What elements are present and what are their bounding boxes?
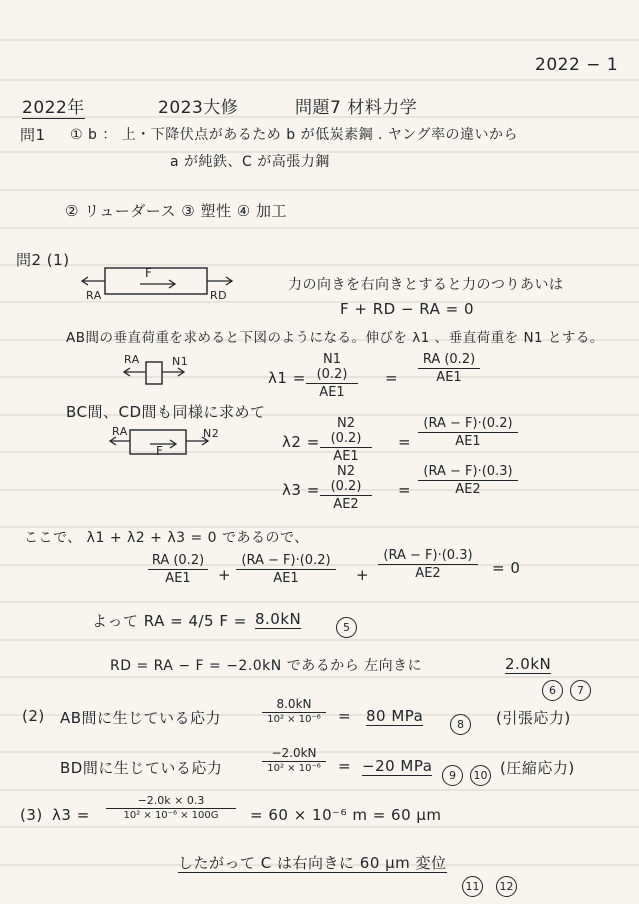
sum-fraction-3: $\frac{(RA - F)\cdot(0.3)}{AE2}$ <box>378 548 478 581</box>
rd-line: RD = RA − F = −2.0kN であるから 左向きに <box>110 658 423 674</box>
ab-note: AB間の垂直荷重を求めると下図のようになる。伸びを λ1 、垂直荷重を N1 とする。 <box>66 330 604 346</box>
bd-stress-value: −20 MPa <box>362 757 433 775</box>
q2-label: 問2 (1) <box>16 251 70 269</box>
q1-line3: ② リューダース ③ 塑性 ④ 加工 <box>65 202 287 220</box>
answer-number-12: 12 <box>496 876 517 897</box>
answer-number-9: 9 <box>442 765 463 786</box>
ab-stress-fraction: 8.0kN 10² × 10⁻⁶ <box>262 697 326 725</box>
q1-line1: ① b ： 上・下降伏点があるため b が低炭素鋼 . ヤング率の違いから <box>70 127 519 143</box>
eq3-fraction-1: $\frac{N2 (0.2)}{AE2}$ <box>320 464 372 512</box>
q1-label: 問1 <box>20 126 46 144</box>
exam-title: 2023大修 <box>158 98 239 118</box>
ab-stress-equals: = <box>338 707 352 725</box>
q2-3-fraction: $\frac{-2.0k \times 0.3}{\text{10² × 10⁻⁶ × 100G}}$ <box>106 794 236 821</box>
ra-line: よって RA = 4/5 F = <box>92 612 247 630</box>
displacement-conclusion: したがって C は右向きに 60 μm 変位 <box>178 854 447 872</box>
ab-stress-kind: (引張応力) <box>496 709 571 727</box>
bd-stress-kind: (圧縮応力) <box>500 759 575 777</box>
ab-stress-text: AB間に生じている応力 <box>60 709 222 727</box>
compatibility-note: ここで、 λ1 + λ2 + λ3 = 0 であるので、 <box>24 530 309 546</box>
sum-plus-2: + <box>356 566 370 584</box>
answer-number-6: 6 <box>542 680 563 701</box>
q2-3-lhs: λ3 = <box>52 806 90 824</box>
eq2-lhs: λ2 = <box>282 433 320 451</box>
answer-number-7: 7 <box>570 680 591 701</box>
eq2-fraction-2: $\frac{(RA - F)\cdot(0.2)}{AE1}$ <box>418 416 518 449</box>
fig2-n1-label: N1 <box>172 355 189 368</box>
year-title: 2022年 <box>22 93 85 119</box>
fig3-ra-label: RA <box>112 425 128 438</box>
sum-rhs: = 0 <box>492 559 521 577</box>
q2-3-result: = 60 × 10⁻⁶ m = 60 μm <box>250 806 442 824</box>
eq3-fraction-2: $\frac{(RA - F)\cdot(0.3)}{AE2}$ <box>418 464 518 497</box>
eq2-fraction-1: $\frac{N2 (0.2)}{AE1}$ <box>320 416 372 464</box>
answer-number-8: 8 <box>450 714 471 735</box>
ab-stress-value: 80 MPa <box>366 707 424 725</box>
balance-equation: F + RD − RA = 0 <box>340 300 475 318</box>
eq1-fraction-1: $\frac{N1 (0.2)}{AE1}$ <box>306 352 358 400</box>
q1-line2: a が純鉄、C が高張力鋼 <box>170 154 330 170</box>
eq3-lhs: λ3 = <box>282 481 320 499</box>
balance-note: 力の向きを右向きとすると力のつりあいは <box>288 277 564 293</box>
page-number: 2022 − 1 <box>535 55 619 75</box>
eq3-equals: = <box>398 481 412 499</box>
eq2-equals: = <box>398 433 412 451</box>
fig3-force-label: F <box>156 444 164 458</box>
bc-note: BC間、CD間も同様に求めて <box>66 403 266 421</box>
fig1-force-label: F <box>145 266 153 280</box>
answer-number-11: 11 <box>462 876 483 897</box>
bd-stress-equals: = <box>338 757 352 775</box>
fig2-ra-label: RA <box>124 353 140 366</box>
fig3-n2-label: N2 <box>203 427 220 440</box>
bd-stress-text: BD間に生じている応力 <box>60 759 223 777</box>
bd-stress-fraction: −2.0kN 10² × 10⁻⁶ <box>262 746 326 774</box>
q2-3-label: (3) <box>20 806 43 824</box>
eq1-fraction-2: $\frac{RA (0.2)}{AE1}$ <box>418 352 480 385</box>
ra-value: 8.0kN <box>255 610 302 628</box>
answer-number-5: 5 <box>336 617 357 638</box>
eq1-equals: = <box>385 369 399 387</box>
answer-number-10: 10 <box>470 765 491 786</box>
rd-value: 2.0kN <box>505 655 552 673</box>
fig1-rd-label: RD <box>210 289 228 302</box>
fig1-ra-label: RA <box>86 289 102 302</box>
problem-title: 問題7 材料力学 <box>295 98 418 118</box>
sum-fraction-2: $\frac{(RA - F)\cdot(0.2)}{AE1}$ <box>236 553 336 586</box>
sum-plus-1: + <box>218 566 232 584</box>
eq1-lhs: λ1 = <box>268 369 306 387</box>
q2-2-label: (2) <box>22 707 45 725</box>
sum-fraction-1: $\frac{RA (0.2)}{AE1}$ <box>148 553 208 586</box>
